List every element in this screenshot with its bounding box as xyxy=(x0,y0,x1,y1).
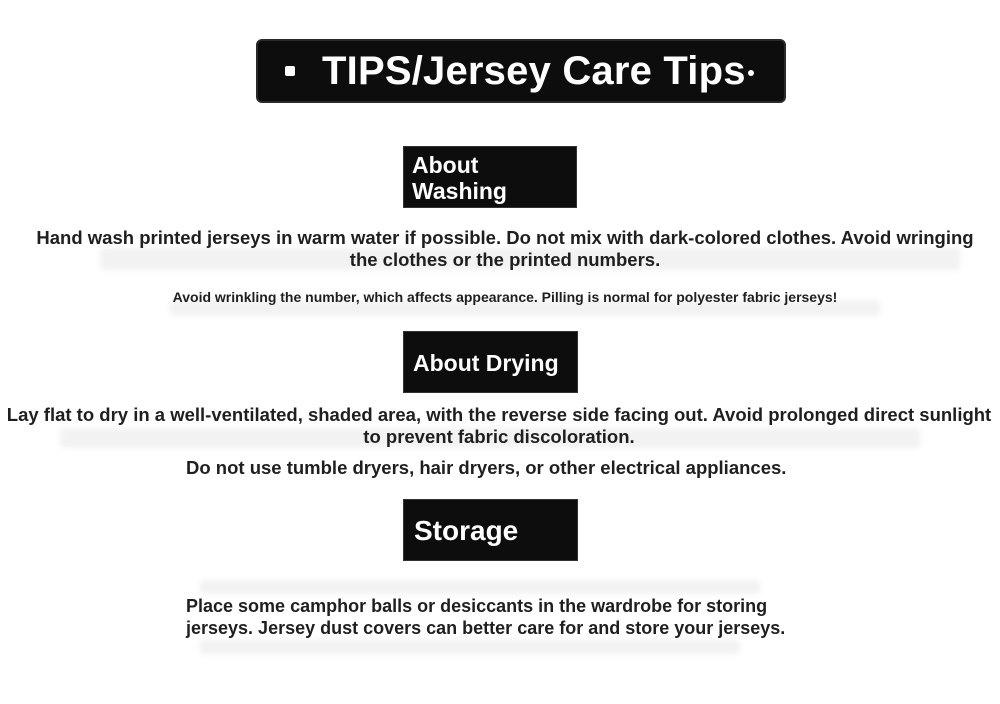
section-header-storage: Storage xyxy=(403,499,578,561)
storage-paragraph-1: Place some camphor balls or desiccants in the wardrobe for storing jerseys. Jersey dust covers can better care for and store your jerseys. xyxy=(186,596,786,638)
page-title xyxy=(295,49,754,94)
washing-paragraph-1: Hand wash printed jerseys in warm water if possible. Do not mix with dark-colored clothes. Avoid wringing the clothes or the printed numbers. xyxy=(36,227,974,270)
drying-paragraph-1: Lay flat to dry in a well-ventilated, shaded area, with the reverse side facing out. Avoid prolonged direct sunlight to prevent fabric discoloration. xyxy=(6,404,992,447)
dot-icon xyxy=(748,70,754,76)
square-bullet-icon xyxy=(285,66,295,76)
text-shadow-ghost xyxy=(200,580,760,594)
page-title-text: TIPS/Jersey Care Tips xyxy=(322,48,746,93)
drying-paragraph-2: Do not use tumble dryers, hair dryers, or other electrical appliances. xyxy=(186,457,787,478)
washing-paragraph-2: Avoid wrinkling the number, which affects appearance. Pilling is normal for polyester fabric jerseys! xyxy=(172,289,838,305)
text-shadow-ghost xyxy=(200,640,740,654)
section-header-washing: About Washing xyxy=(403,146,577,208)
title-banner xyxy=(256,39,786,103)
section-header-drying: About Drying xyxy=(403,331,578,393)
